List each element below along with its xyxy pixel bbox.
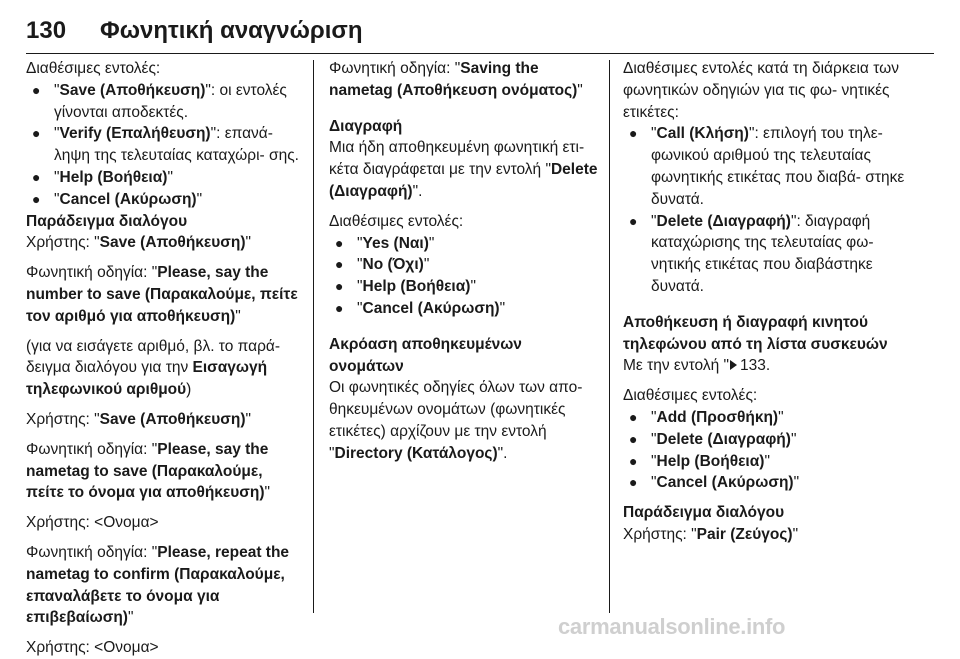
list-item: ● "Cancel (Ακύρωση)" xyxy=(26,189,302,211)
dialog-line: Φωνητική οδηγία: "Please, say the number to save (Παρακαλούμε, πείτε τον αριθμό για αποθήκευση)" xyxy=(26,264,298,325)
page-number: 130 xyxy=(26,17,67,44)
dialog-line: Φωνητική οδηγία: "Please, repeat the nametag to confirm (Παρακαλούμε, επαναλάβετε το όνομα για επιβεβαίωση)" xyxy=(26,543,290,627)
list-item: ● "Help (Βοήθεια)" xyxy=(623,451,913,473)
section-heading: Διαγραφή xyxy=(329,117,403,135)
column-2 xyxy=(329,58,599,465)
body-text: Διαθέσιμες εντολές κατά τη διάρκεια των φωνητικών οδηγιών για τις φω- νητικές ετικέτες: xyxy=(623,60,899,121)
list-item: ● "Cancel (Ακύρωση)" xyxy=(623,472,913,494)
column-1 xyxy=(26,58,302,659)
list-item: ● "Save (Αποθήκευση)": οι εντολές γίνονται αποδεκτές. xyxy=(26,80,302,124)
list-item: ● "Yes (Ναι)" xyxy=(329,233,599,255)
list-item: ● "Call (Κλήση)": επιλογή του τηλε- φωνικού αριθμού της τελευταίας φωνητικής ετικέτας που διαβά- στηκε δυνατά. xyxy=(623,123,913,210)
header-rule xyxy=(26,53,934,54)
list-item: ● "Delete (Διαγραφή)": διαγραφή καταχώρισης της τελευταίας φω- νητικής ετικέτας που διαβάστηκε δυνατά. xyxy=(623,211,913,298)
page-title: Φωνητική αναγνώριση xyxy=(100,17,363,44)
list-item: ● "Verify (Επαλήθευση)": επανά- ληψη της τελευταίας καταχώρι- σης. xyxy=(26,123,302,167)
watermark: carmanualsonline.info xyxy=(558,614,786,639)
column-divider xyxy=(609,60,610,613)
list-item: ● "Help (Βοήθεια)" xyxy=(329,276,599,298)
list-item: ● "Delete (Διαγραφή)" xyxy=(623,429,913,451)
available-commands-label: Διαθέσιμες εντολές: xyxy=(623,387,758,405)
body-text: Οι φωνητικές οδηγίες όλων των απο- θηκευμένων ονομάτων (φωνητικές ετικέτες) αρχίζουν με την εντολή "Directory (Κατάλογος)". xyxy=(329,379,583,462)
page-header xyxy=(26,0,934,52)
list-item: ● "Cancel (Ακύρωση)" xyxy=(329,298,599,320)
dialog-line: Φωνητική οδηγία: "Please, say the nametag to save (Παρακαλούμε, πείτε το όνομα για αποθήκευση)" xyxy=(26,440,271,502)
body-text: Με την εντολή " 133. xyxy=(623,357,771,375)
dialog-line: Χρήστης: <Ονομα> xyxy=(26,639,159,657)
list-item: ● "No (Όχι)" xyxy=(329,254,599,276)
available-commands-label: Διαθέσιμες εντολές: xyxy=(329,212,464,230)
column-3 xyxy=(623,58,913,546)
body-text: Μια ήδη αποθηκευμένη φωνητική ετι- κέτα διαγράφεται με την εντολή "Delete (Διαγραφή)". xyxy=(329,139,598,200)
dialog-line: Φωνητική οδηγία: "Saving the nametag (Αποθήκευση ονόματος)" xyxy=(329,60,583,99)
section-heading: Παράδειγμα διαλόγου xyxy=(623,504,785,522)
column-divider xyxy=(313,60,314,613)
dialog-line: Χρήστης: "Save (Αποθήκευση)" xyxy=(26,234,252,252)
section-heading: Ακρόαση αποθηκευμένων ονομάτων xyxy=(329,335,522,375)
triangle-right-icon xyxy=(730,360,737,370)
dialog-line: Χρήστης: <Ονομα> xyxy=(26,514,159,532)
list-item: ● "Help (Βοήθεια)" xyxy=(26,167,302,189)
available-commands-label: Διαθέσιμες εντολές: xyxy=(26,60,161,77)
section-heading: Αποθήκευση ή διαγραφή κινητού τηλεφώνου από τη λίστα συσκευών xyxy=(623,313,888,353)
list-item: ● "Add (Προσθήκη)" xyxy=(623,407,913,429)
dialog-line: Χρήστης: "Save (Αποθήκευση)" xyxy=(26,410,252,428)
note-text: (για να εισάγετε αριθμό, βλ. το παρά- δειγμα διαλόγου για την Εισαγωγή τηλεφωνικού αριθμού) xyxy=(26,337,281,399)
dialog-line: Χρήστης: "Pair (Ζεύγος)" xyxy=(623,525,799,543)
section-heading: Παράδειγμα διαλόγου xyxy=(26,212,188,230)
